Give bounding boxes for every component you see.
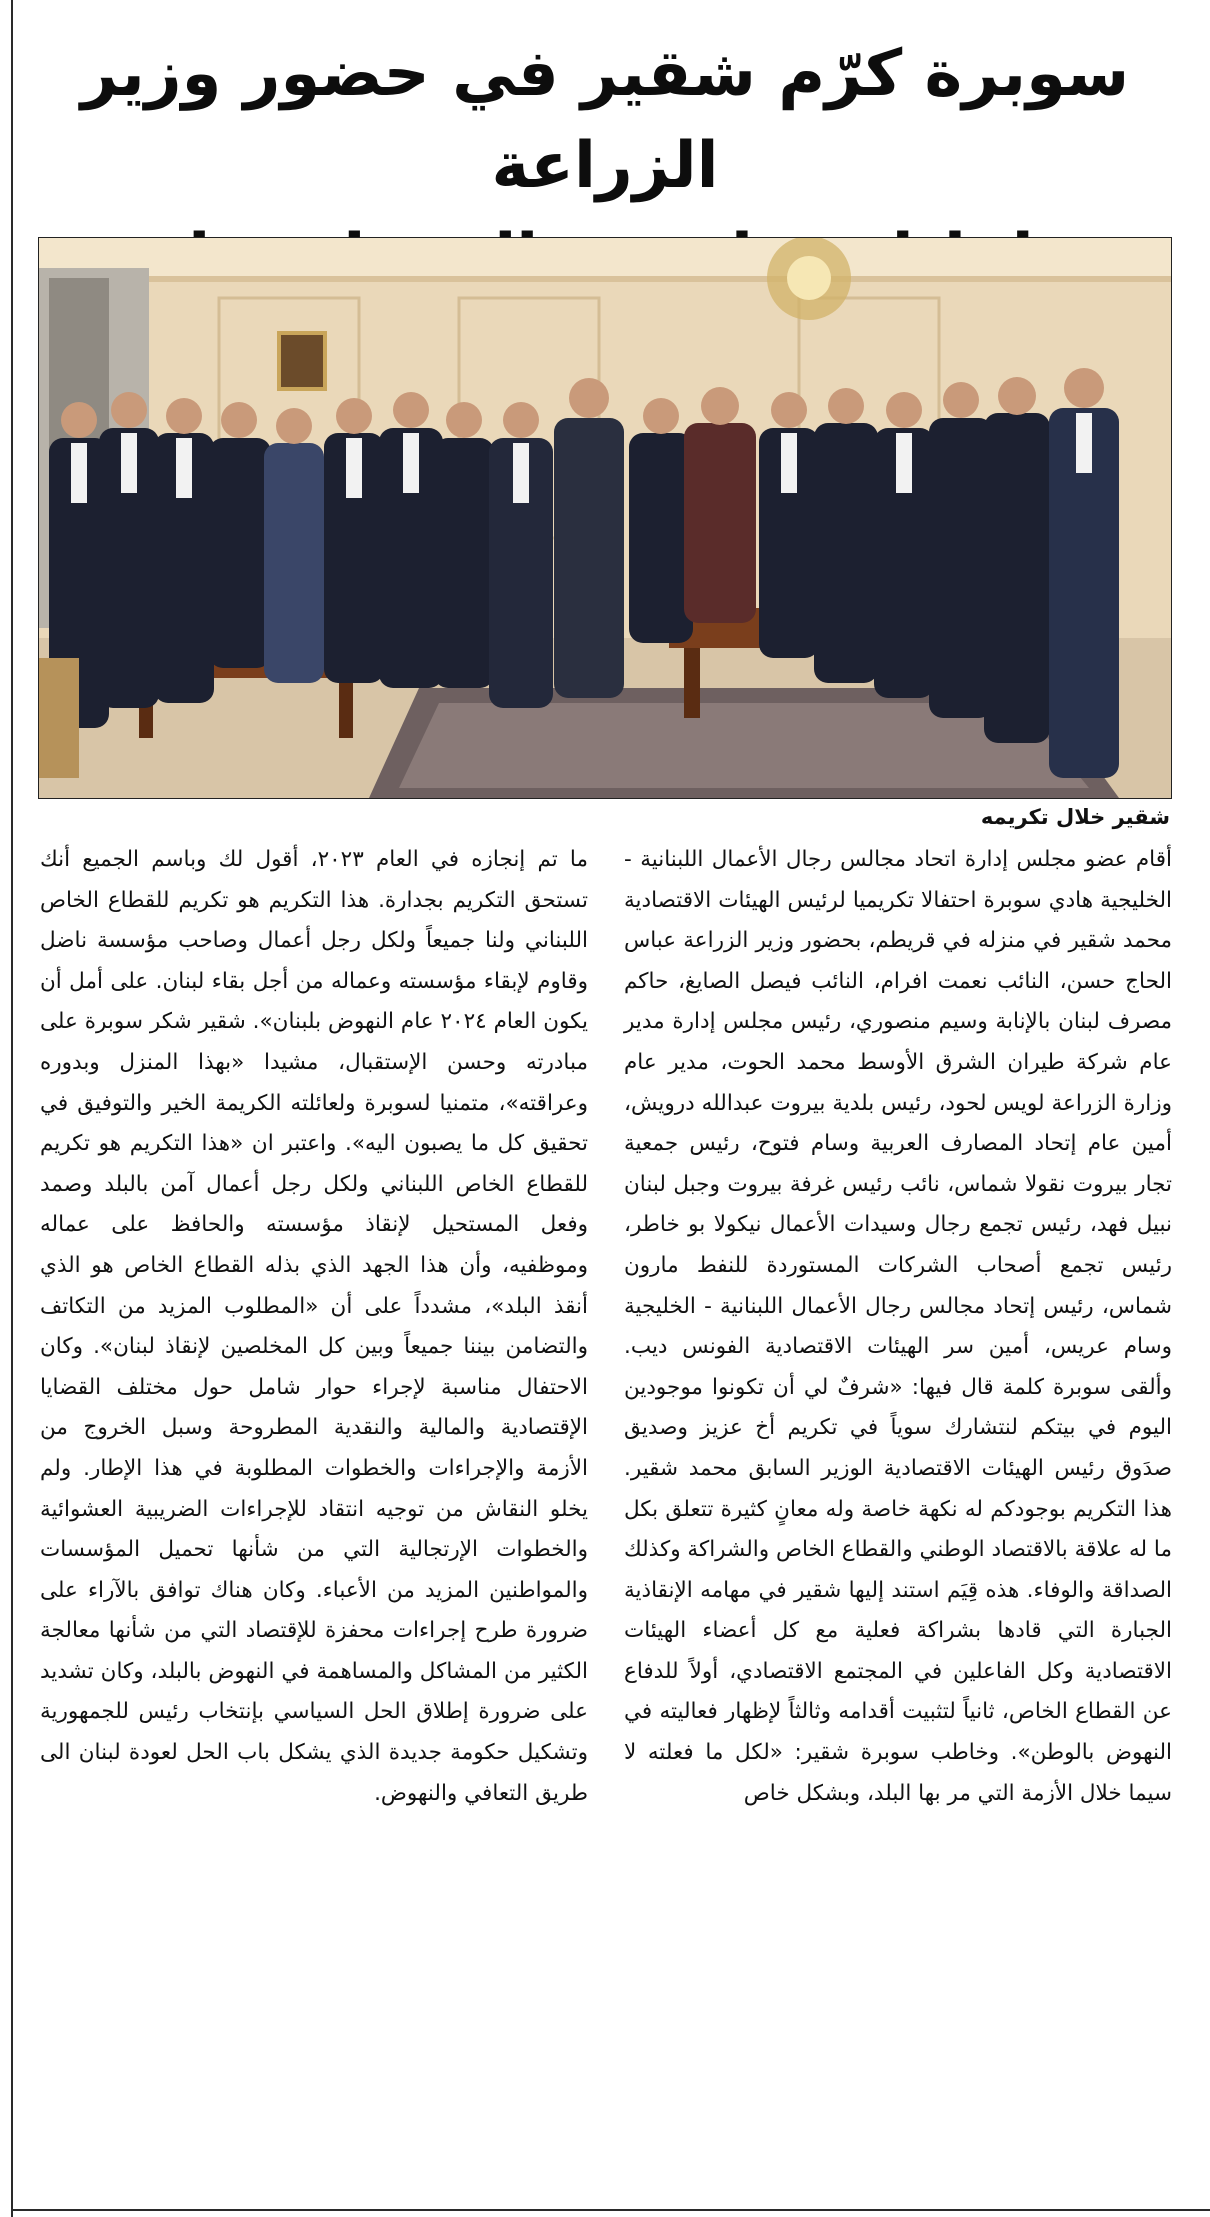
article-photo (38, 237, 1172, 799)
article-body-right: أقام عضو مجلس إدارة اتحاد مجالس رجال الأعمال اللبنانية - الخليجية هادي سوبرة احتفالا تكريميا لرئيس الهيئات الاقتصادية محمد شقير في منزله في قريطم، بحضور وزير الزراعة عباس الحاج حسن، النائب نعمت افرام، النائب فيصل الصايغ، حاكم مصرف لبنان بالإنابة وسيم منصوري، رئيس مجلس إدارة مدير عام شركة طيران الشرق الأوسط محمد الحوت، مدير عام وزارة الزراعة لويس لحود، رئيس بلدية بيروت عبدالله درويش، أمين عام إتحاد المصارف العربية وسام فتوح، رئيس جمعية تجار بيروت نقولا شماس، نائب رئيس غرفة بيروت وجبل لبنان نبيل فهد، رئيس تجمع رجال وسيدات الأعمال نيكولا بو خاطر، رئيس تجمع أصحاب الشركات المستوردة للنفط مارون شماس، رئيس إتحاد مجالس رجال الأعمال اللبنانية - الخليجية وسام عريس، أمين سر الهيئات الاقتصادية الفونس ديب. وألقى سوبرة كلمة قال فيها: «شرفٌ لي أن تكونوا موجودين اليوم في بيتكم لنتشارك سوياً في تكريم أخ عزيز وصديق صدَوق رئيس الهيئات الاقتصادية الوزير السابق محمد شقير. هذا التكريم بوجودكم له نكهة خاصة وله معانٍ كثيرة تتعلق بكل ما له علاقة بالاقتصاد الوطني والقطاع الخاص والشراكة وكذلك الصداقة والوفاء. هذه قِيَم استند إليها شقير في مهامه الإنقاذية الجبارة التي قادها بشراكة فعلية مع كل أعضاء الهيئات الاقتصادية وكل الفاعلين في المجتمع الاقتصادي، أولاً للدفاع عن القطاع الخاص، ثانياً لتثبيت أقدامه وثالثاً لإظهار فعاليته في النهوض بالوطن». وخاطب سوبرة شقير: «لكل ما فعلته لا سيما خلال الأزمة التي مر بها البلد، وبشكل خاص (624, 847, 1172, 1806)
headline-line-1: سوبرة كرّم شقير في حضور وزير الزراعة (80, 37, 1130, 203)
page-bottom-rule (11, 2209, 1210, 2211)
article-body-left: ما تم إنجازه في العام ٢٠٢٣، أقول لك وباسم الجميع أنك تستحق التكريم بجدارة. هذا التكريم هو تكريم للقطاع الخاص اللبناني ولنا جميعاً ولكل رجل أعمال وصاحب مؤسسة ناضل وقاوم لإبقاء مؤسسته وعماله من أجل بقاء لبنان. على أمل أن يكون العام ٢٠٢٤ عام النهوض بلبنان». شقير شكر سوبرة على مبادرته وحسن الإستقبال، مشيدا «بهذا المنزل وبدوره وعراقته»، متمنيا لسوبرة ولعائلته الكريمة الخير والتوفيق في تحقيق كل ما يصبون اليه». واعتبر ان «هذا التكريم هو تكريم للقطاع الخاص اللبناني ولكل رجل أعمال آمن بالبلد وصمد وفعل المستحيل لإنقاذ مؤسسته والحافظ على عماله وموظفيه، وأن هذا الجهد الذي بذله القطاع الخاص هو الذي أنقذ البلد»، مشدداً على أن «المطلوب المزيد من التكاتف والتضامن بيننا جميعاً وبين كل المخلصين لإنقاذ لبنان». وكان الاحتفال مناسبة لإجراء حوار شامل حول مختلف القضايا الإقتصادية والمالية والنقدية المطروحة وسبل الخروج من الأزمة والإجراءات والخطوات المطلوبة في هذا الإطار. ولم يخلو النقاش من توجيه انتقاد للإجراءات الضريبية العشوائية والخطوات الإرتجالية التي من شأنها تحميل المؤسسات والمواطنين المزيد من الأعباء. وكان هناك توافق بالآراء على ضرورة طرح إجراءات محفزة للإقتصاد التي من شأنها معالجة الكثير من المشاكل والمساهمة في النهوض بالبلد، وكان تشديد على ضرورة إطلاق الحل السياسي بإنتخاب رئيس للجمهورية وتشكيل حكومة جديدة الذي يشكل باب الحل لعودة لبنان الى طريق التعافي والنهوض. (40, 847, 588, 1806)
group-photo-illustration (39, 238, 1171, 798)
photo-caption: شقير خلال تكريمه (980, 805, 1170, 829)
article-column-right (624, 840, 1172, 1814)
article-column-left (40, 840, 588, 1814)
page-left-rule (11, 0, 13, 2217)
